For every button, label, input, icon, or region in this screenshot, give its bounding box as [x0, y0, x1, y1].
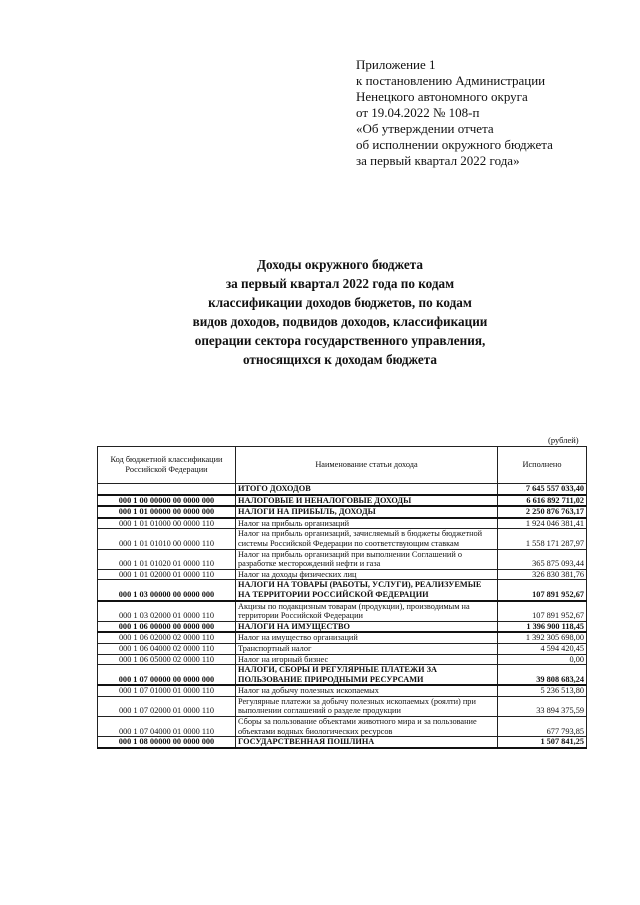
row-amount: 1 396 900 118,45: [498, 621, 587, 632]
row-name: НАЛОГИ НА ПРИБЫЛЬ, ДОХОДЫ: [236, 506, 498, 518]
row-code: 000 1 01 02000 01 0000 110: [98, 569, 236, 580]
row-code: 000 1 03 00000 00 0000 000: [98, 580, 236, 601]
row-amount: 1 392 305 698,00: [498, 632, 587, 643]
row-name: Налог на имущество организаций: [236, 632, 498, 643]
row-code: 000 1 06 02000 02 0000 110: [98, 632, 236, 643]
table-row: [98, 529, 587, 549]
row-amount: 326 830 381,76: [498, 569, 587, 580]
table-row: [98, 654, 587, 665]
row-name: ГОСУДАРСТВЕННАЯ ПОШЛИНА: [236, 737, 498, 748]
row-code: 000 1 00 00000 00 0000 000: [98, 495, 236, 507]
row-amount: 365 875 093,44: [498, 549, 587, 569]
row-name: НАЛОГИ НА ИМУЩЕСТВО: [236, 621, 498, 632]
row-code: 000 1 03 02000 01 0000 110: [98, 601, 236, 622]
row-code: 000 1 01 01020 01 0000 110: [98, 549, 236, 569]
row-code: 000 1 07 02000 01 0000 110: [98, 696, 236, 716]
table-row: [98, 717, 587, 737]
annex-header: [356, 57, 626, 169]
table-row: [98, 484, 587, 495]
title-line: за первый квартал 2022 года по кодам: [225, 276, 455, 291]
row-name: Сборы за пользование объектами животного мира и за пользование объектами водных биологических ресурсов: [236, 717, 498, 737]
row-name: Налог на добычу полезных ископаемых: [236, 685, 498, 696]
row-code: 000 1 07 04000 01 0000 110: [98, 717, 236, 737]
table-row: [98, 696, 587, 716]
row-name: Акцизы по подакцизным товарам (продукции), производимым на территории Российской Федерации: [236, 601, 498, 622]
row-amount: 1 558 171 287,97: [498, 529, 587, 549]
row-amount: 4 594 420,45: [498, 643, 587, 654]
annex-line: об исполнении окружного бюджета: [356, 137, 553, 152]
row-code: 000 1 06 00000 00 0000 000: [98, 621, 236, 632]
row-name: НАЛОГОВЫЕ И НЕНАЛОГОВЫЕ ДОХОДЫ: [236, 495, 498, 507]
row-code: 000 1 01 00000 00 0000 000: [98, 506, 236, 518]
annex-line: за первый квартал 2022 года»: [356, 153, 520, 168]
row-amount: 1 507 841,25: [498, 737, 587, 748]
table-header-row: [98, 447, 587, 484]
table-row: [98, 643, 587, 654]
row-amount: 107 891 952,67: [498, 580, 587, 601]
row-code: 000 1 07 01000 01 0000 110: [98, 685, 236, 696]
title-line: операции сектора государственного управления,: [194, 333, 486, 348]
row-code: 000 1 06 04000 02 0000 110: [98, 643, 236, 654]
row-name: ИТОГО ДОХОДОВ: [236, 484, 498, 495]
annex-line: Приложение 1: [356, 57, 436, 72]
table-row: [98, 665, 587, 686]
table-row: [98, 601, 587, 622]
title-line: видов доходов, подвидов доходов, классификации: [192, 314, 488, 329]
row-amount: 1 924 046 381,41: [498, 518, 587, 529]
row-name: Налог на прибыль организаций, зачисляемый в бюджеты бюджетной системы Российской Федерации по соответствующим ставкам: [236, 529, 498, 549]
row-code: [98, 484, 236, 495]
row-amount: 5 236 513,80: [498, 685, 587, 696]
row-name: Транспортный налог: [236, 643, 498, 654]
row-name: Налог на прибыль организаций при выполнении Соглашений о разработке месторождений нефти и газа: [236, 549, 498, 569]
unit-label: (рублей): [548, 435, 579, 445]
table-row: [98, 569, 587, 580]
table-body: [98, 484, 587, 748]
table-row: [98, 506, 587, 518]
header-code: Код бюджетной классификации Российской Федерации: [98, 447, 236, 484]
row-code: 000 1 07 00000 00 0000 000: [98, 665, 236, 686]
table-row: [98, 632, 587, 643]
row-code: 000 1 01 01000 00 0000 110: [98, 518, 236, 529]
table-row: [98, 495, 587, 507]
table-row: [98, 621, 587, 632]
table-row: [98, 580, 587, 601]
title-line: относящихся к доходам бюджета: [242, 352, 438, 367]
annex-line: от 19.04.2022 № 108-п: [356, 105, 480, 120]
row-name: НАЛОГИ, СБОРЫ И РЕГУЛЯРНЫЕ ПЛАТЕЖИ ЗА ПОЛЬЗОВАНИЕ ПРИРОДНЫМИ РЕСУРСАМИ: [236, 665, 498, 686]
row-amount: 7 645 557 033,40: [498, 484, 587, 495]
header-amount: Исполнено: [498, 447, 587, 484]
row-amount: 0,00: [498, 654, 587, 665]
row-name: Налог на игорный бизнес: [236, 654, 498, 665]
row-code: 000 1 08 00000 00 0000 000: [98, 737, 236, 748]
annex-line: «Об утверждении отчета: [356, 121, 494, 136]
row-code: 000 1 01 01010 00 0000 110: [98, 529, 236, 549]
title-line: Доходы окружного бюджета: [256, 257, 424, 272]
row-amount: 6 616 892 711,02: [498, 495, 587, 507]
table-row: [98, 518, 587, 529]
row-name: Налог на прибыль организаций: [236, 518, 498, 529]
row-amount: 39 808 683,24: [498, 665, 587, 686]
row-amount: 33 894 375,59: [498, 696, 587, 716]
table-row: [98, 685, 587, 696]
table-row: [98, 549, 587, 569]
annex-line: Ненецкого автономного округа: [356, 89, 528, 104]
annex-line: к постановлению Администрации: [356, 73, 546, 88]
header-name: Наименование статьи дохода: [236, 447, 498, 484]
row-amount: 2 250 876 763,17: [498, 506, 587, 518]
title-line: классификации доходов бюджетов, по кодам: [208, 295, 472, 310]
document-title: [100, 255, 580, 369]
table-row: [98, 737, 587, 748]
row-code: 000 1 06 05000 02 0000 110: [98, 654, 236, 665]
row-name: НАЛОГИ НА ТОВАРЫ (РАБОТЫ, УСЛУГИ), РЕАЛИЗУЕМЫЕ НА ТЕРРИТОРИИ РОССИЙСКОЙ ФЕДЕРАЦИИ: [236, 580, 498, 601]
row-amount: 107 891 952,67: [498, 601, 587, 622]
row-name: Регулярные платежи за добычу полезных ископаемых (роялти) при выполнении соглашений о разделе продукции: [236, 696, 498, 716]
row-amount: 677 793,85: [498, 717, 587, 737]
row-name: Налог на доходы физических лиц: [236, 569, 498, 580]
revenue-table: [97, 446, 587, 749]
